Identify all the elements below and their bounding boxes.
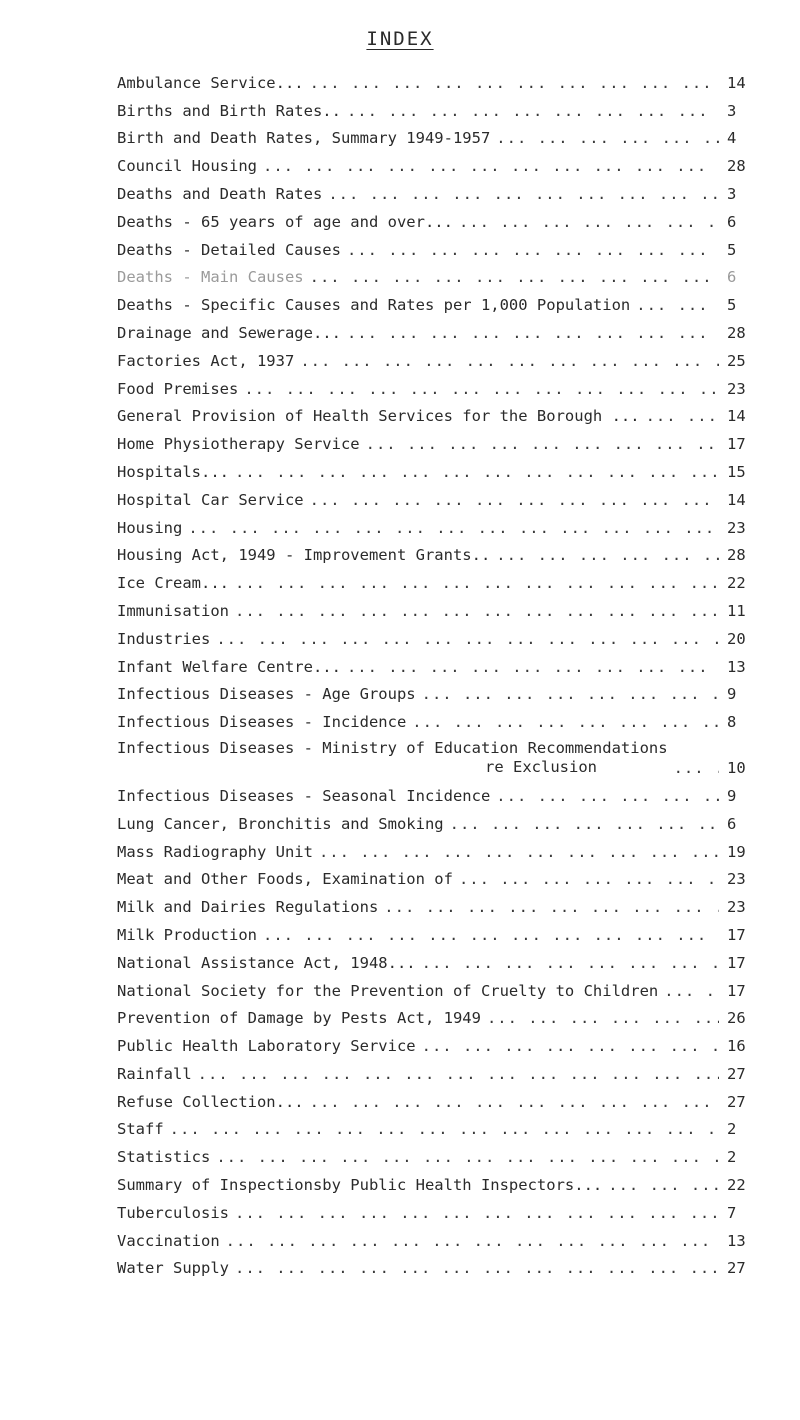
entry-label: Summary of Inspectionsby Public Health Inspectors...: [117, 1176, 603, 1195]
dot-leader: [263, 926, 719, 944]
dot-leader: [310, 1093, 719, 1111]
entry-label: Births and Birth Rates..: [117, 101, 341, 120]
entry-label: Infant Welfare Centre...: [117, 657, 341, 676]
dot-leader: [664, 982, 719, 1000]
entry-page: 10: [727, 759, 746, 778]
index-entry: [117, 888, 757, 916]
entry-label: Meat and Other Foods, Examination of: [117, 870, 453, 889]
index-entry: [117, 425, 757, 453]
dot-leader: [347, 658, 719, 676]
entry-page: 26: [727, 1009, 746, 1028]
index-entry: [117, 64, 757, 92]
index-entry: [117, 676, 757, 704]
entry-page: 15: [727, 462, 746, 481]
dot-leader: [310, 268, 719, 286]
entry-page: 8: [727, 713, 737, 732]
entry-label: Birth and Death Rates, Summary 1949-1957: [117, 129, 491, 148]
entry-page: 11: [727, 601, 746, 620]
index-entry: [117, 777, 757, 805]
entry-label: Ice Cream...: [117, 574, 229, 593]
entry-label: General Provision of Health Services for the Borough ...: [117, 407, 640, 426]
entry-label: Tuberculosis: [117, 1203, 229, 1222]
entry-label: [117, 739, 674, 777]
entry-label: Infectious Diseases - Incidence: [117, 713, 407, 732]
entry-page: 16: [727, 1037, 746, 1056]
index-entry: [117, 453, 757, 481]
dot-leader: [487, 1009, 719, 1027]
index-entry: [117, 1250, 757, 1278]
entry-page: 9: [727, 786, 737, 805]
dot-leader: [235, 602, 719, 620]
entry-page: 2: [727, 1120, 737, 1139]
entry-label: Home Physiotherapy Service: [117, 435, 360, 454]
entry-label: Housing: [117, 518, 183, 537]
entry-label: Milk Production: [117, 925, 257, 944]
dot-leader: [496, 787, 719, 805]
entry-page: 6: [727, 814, 737, 833]
entry-label: Rainfall: [117, 1064, 192, 1083]
dot-leader: [450, 815, 719, 833]
entry-label: Prevention of Damage by Pests Act, 1949: [117, 1009, 481, 1028]
entry-page: 14: [727, 73, 746, 92]
dot-leader: [608, 1176, 719, 1194]
index-entry: [117, 1194, 757, 1222]
index-entry: [117, 259, 757, 287]
dot-leader: [310, 491, 719, 509]
entry-label: Hospitals...: [117, 462, 229, 481]
entry-label: Milk and Dairies Regulations: [117, 898, 379, 917]
entry-label: Factories Act, 1937: [117, 351, 295, 370]
entry-page: 9: [727, 685, 737, 704]
entry-page: 6: [727, 212, 737, 231]
dot-leader: [328, 185, 719, 203]
entry-label: Refuse Collection...: [117, 1092, 304, 1111]
dot-leader: [646, 407, 719, 425]
index-entry: [117, 1138, 757, 1166]
dot-leader: [459, 870, 719, 888]
index-entry: [117, 120, 757, 148]
entry-page: 3: [727, 184, 737, 203]
dot-leader: [319, 843, 719, 861]
dot-leader: [216, 1148, 719, 1166]
entry-page: 5: [727, 240, 737, 259]
dot-leader: [244, 380, 719, 398]
index-entry: [117, 370, 757, 398]
entry-label: Housing Act, 1949 - Improvement Grants..: [117, 546, 491, 565]
dot-leader: [226, 1232, 719, 1250]
index-entry: [117, 1000, 757, 1028]
index-entry: [117, 972, 757, 1000]
entry-page: 14: [727, 407, 746, 426]
dot-leader: [384, 898, 719, 916]
index-entry: [117, 342, 757, 370]
index-entry: [117, 314, 757, 342]
entry-label: Infectious Diseases - Seasonal Incidence: [117, 786, 491, 805]
index-entry: [117, 648, 757, 676]
entry-label: Mass Radiography Unit: [117, 842, 313, 861]
index-entry: [117, 92, 757, 120]
entry-page: 17: [727, 981, 746, 1000]
index-entry: [117, 805, 757, 833]
dot-leader: [347, 102, 719, 120]
entry-label: Deaths and Death Rates: [117, 184, 323, 203]
index-entry: [117, 537, 757, 565]
dot-leader: [235, 574, 719, 592]
index-entry: [117, 564, 757, 592]
index-entry: [117, 861, 757, 889]
dot-leader: [235, 1204, 719, 1222]
index-entry: [117, 286, 757, 314]
index-list: [117, 64, 757, 1277]
entry-page: 13: [727, 1231, 746, 1250]
dot-leader: [422, 685, 719, 703]
index-entry: [117, 620, 757, 648]
dot-leader: [347, 241, 719, 259]
entry-label: Infectious Diseases - Age Groups: [117, 685, 416, 704]
entry-page: 2: [727, 1148, 737, 1167]
index-entry: [117, 1222, 757, 1250]
entry-page: 23: [727, 870, 746, 889]
index-entry: [117, 1111, 757, 1139]
entry-page: 28: [727, 323, 746, 342]
index-entry: [117, 203, 757, 231]
entry-page: 22: [727, 574, 746, 593]
entry-label: National Society for the Prevention of Cruelty to Children: [117, 981, 659, 1000]
entry-label: Deaths - Main Causes: [117, 268, 304, 287]
entry-page: 23: [727, 898, 746, 917]
index-entry: [117, 944, 757, 972]
dot-leader: [198, 1065, 719, 1083]
entry-label: Water Supply: [117, 1259, 229, 1278]
entry-label: Statistics: [117, 1148, 211, 1167]
entry-page: 17: [727, 925, 746, 944]
index-entry: [117, 916, 757, 944]
entry-label: Staff: [117, 1120, 164, 1139]
entry-label: Food Premises: [117, 379, 239, 398]
entry-label: National Assistance Act, 1948...: [117, 953, 416, 972]
entry-label: Deaths - 65 years of age and over...: [117, 212, 453, 231]
dot-leader: [263, 157, 719, 175]
entry-page: 13: [727, 657, 746, 676]
index-entry: [117, 592, 757, 620]
dot-leader: [674, 759, 719, 777]
entry-page: 7: [727, 1203, 737, 1222]
index-entry: [117, 481, 757, 509]
page-title: INDEX: [366, 28, 434, 50]
entry-page: 25: [727, 351, 746, 370]
entry-label: Hospital Car Service: [117, 490, 304, 509]
entry-label-line2: re Exclusion: [485, 758, 597, 777]
entry-label: Immunisation: [117, 601, 229, 620]
index-entry: [117, 398, 757, 426]
entry-page: 4: [727, 129, 737, 148]
entry-page: 19: [727, 842, 746, 861]
entry-page: 22: [727, 1176, 746, 1195]
entry-page: 17: [727, 953, 746, 972]
entry-page: 23: [727, 379, 746, 398]
dot-leader: [459, 213, 719, 231]
dot-leader: [496, 546, 719, 564]
index-entry: [117, 833, 757, 861]
entry-label: Council Housing: [117, 157, 257, 176]
dot-leader: [188, 519, 719, 537]
dot-leader: [422, 1037, 719, 1055]
entry-page: 28: [727, 546, 746, 565]
dot-leader: [366, 435, 719, 453]
entry-label: Drainage and Sewerage...: [117, 323, 341, 342]
index-entry: [117, 731, 757, 777]
index-entry: [117, 1055, 757, 1083]
entry-label-line1: Infectious Diseases - Ministry of Education Recommendations: [117, 739, 668, 758]
dot-leader: [496, 129, 719, 147]
dot-leader: [300, 352, 719, 370]
entry-label: Vaccination: [117, 1231, 220, 1250]
entry-page: 23: [727, 518, 746, 537]
dot-leader: [422, 954, 719, 972]
index-entry: [117, 509, 757, 537]
dot-leader: [310, 74, 719, 92]
entry-label: Public Health Laboratory Service: [117, 1037, 416, 1056]
index-entry: [117, 703, 757, 731]
entry-label: Industries: [117, 629, 211, 648]
index-entry: [117, 1083, 757, 1111]
entry-page: 27: [727, 1064, 746, 1083]
entry-page: 6: [727, 268, 737, 287]
entry-page: 17: [727, 435, 746, 454]
entry-page: 27: [727, 1259, 746, 1278]
index-entry: [117, 147, 757, 175]
entry-page: 28: [727, 157, 746, 176]
dot-leader: [636, 296, 719, 314]
dot-leader: [412, 713, 719, 731]
index-entry: [117, 231, 757, 259]
entry-label: Ambulance Service...: [117, 73, 304, 92]
entry-page: 20: [727, 629, 746, 648]
dot-leader: [235, 463, 719, 481]
dot-leader: [170, 1120, 719, 1138]
entry-page: 27: [727, 1092, 746, 1111]
entry-label: Lung Cancer, Bronchitis and Smoking: [117, 814, 444, 833]
entry-page: 3: [727, 101, 737, 120]
dot-leader: [235, 1259, 719, 1277]
index-entry: [117, 1166, 757, 1194]
entry-page: 14: [727, 490, 746, 509]
entry-page: 5: [727, 296, 737, 315]
entry-label: Deaths - Specific Causes and Rates per 1,000 Population: [117, 296, 631, 315]
index-entry: [117, 1027, 757, 1055]
dot-leader: [347, 324, 719, 342]
dot-leader: [216, 630, 719, 648]
index-entry: [117, 175, 757, 203]
entry-label: Deaths - Detailed Causes: [117, 240, 341, 259]
